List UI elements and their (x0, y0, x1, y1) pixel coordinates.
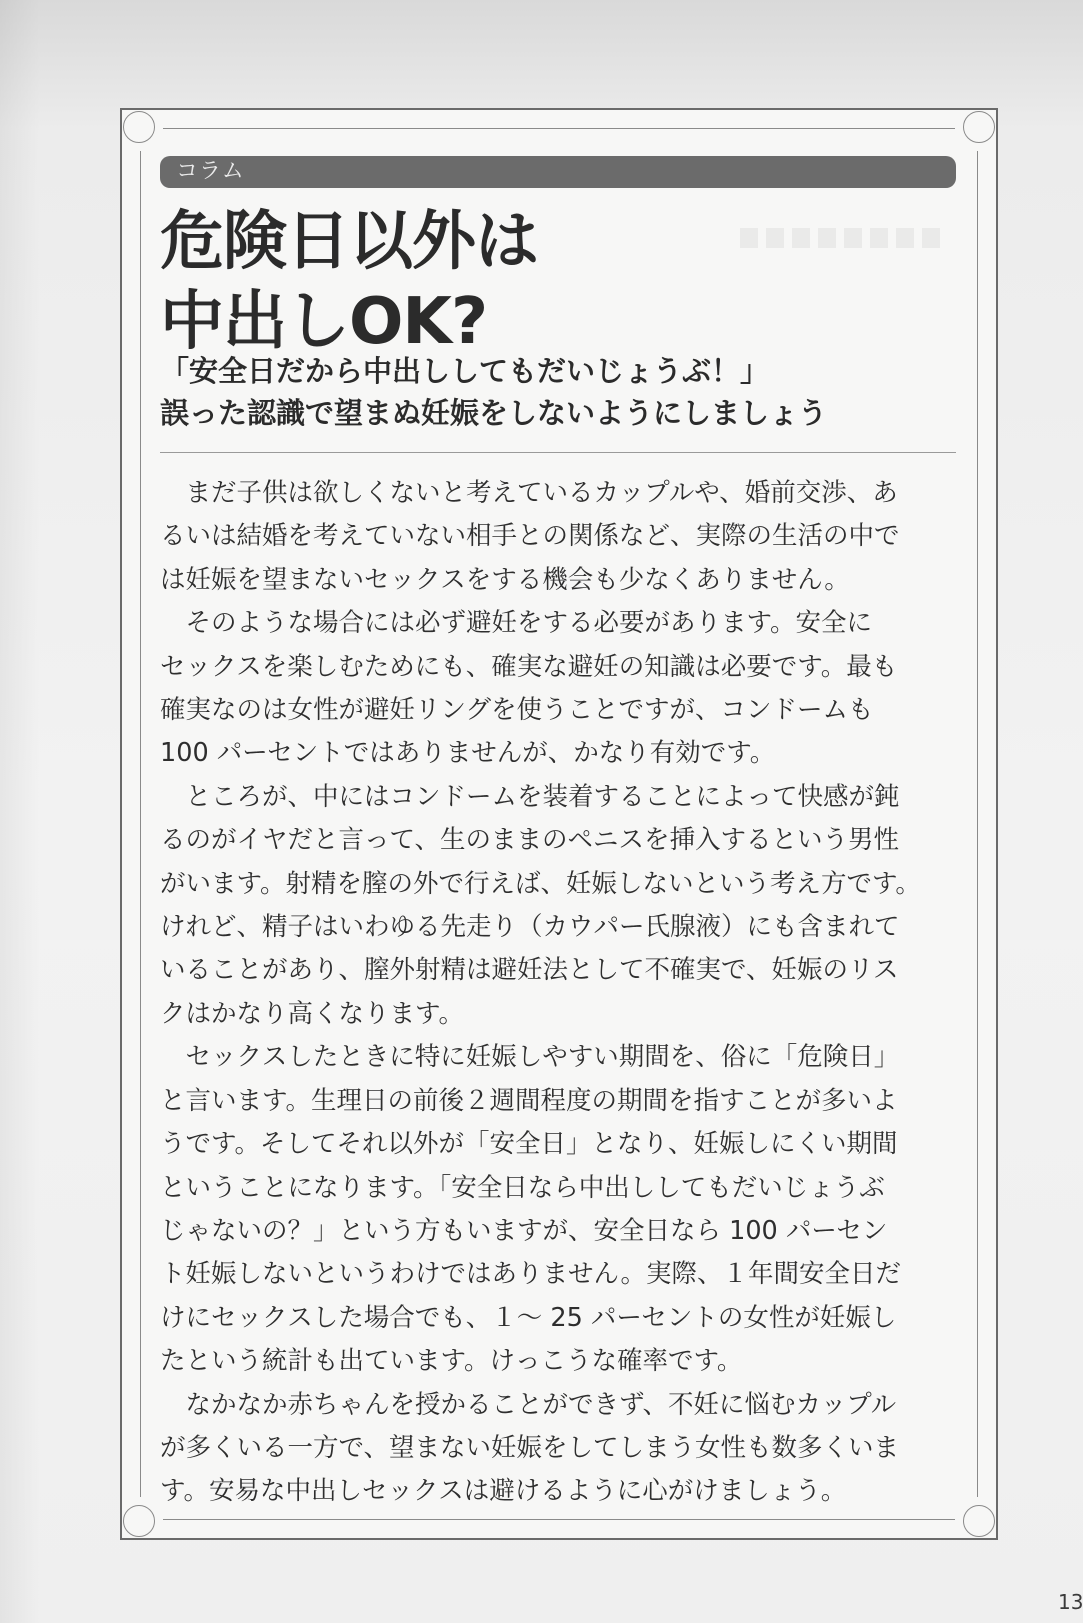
body-line: す。安易な中出しセックスは避けるように心がけましょう。 (160, 1476, 847, 1507)
frame-corner-ornament (139, 127, 163, 151)
page-gutter-shadow (0, 0, 40, 1623)
body-line: いることがあり、膣外射精は避妊法として不確実で、妊娠のリス (160, 955, 899, 986)
page-number: 13 (1058, 1590, 1083, 1614)
page-title (160, 202, 940, 362)
body-line: るのがイヤだと言って、生のままのペニスを挿入するという男性 (160, 825, 899, 856)
body-line: が多くいる一方で、望まない妊娠をしてしまう女性も数多くいま (160, 1432, 899, 1463)
body-text (160, 472, 972, 1514)
body-line: けにセックスした場合でも、１～ 25 パーセントの女性が妊娠し (160, 1302, 897, 1333)
body-line: たという統計も出ています。けっこうな確率です。 (160, 1346, 743, 1377)
body-line: 確実なのは女性が避妊リングを使うことですが、コンドームも (160, 695, 874, 726)
body-line: ところが、中にはコンドームを装着することによって快感が鈍 (160, 781, 900, 812)
subtitle-line-1: 「安全日だから中出ししてもだいじょうぶ！」 (160, 354, 770, 388)
divider (160, 452, 956, 453)
subtitle-line-2: 誤った認識で望まぬ妊娠をしないようにしましょう (160, 396, 828, 430)
body-line: うです。そしてそれ以外が「安全日」となり、妊娠しにくい期間 (160, 1129, 898, 1160)
body-line: まだ子供は欲しくないと考えているカップルや、婚前交渉、あ (160, 478, 898, 508)
body-line: るいは結婚を考えていない相手との関係など、実際の生活の中で (160, 521, 900, 552)
subtitle (160, 350, 960, 434)
body-line: じゃないの？」という方もいますが、安全日なら 100 パーセン (160, 1215, 888, 1246)
body-line: ト妊娠しないというわけではありません。実際、１年間安全日だ (160, 1259, 902, 1290)
body-line: がいます。射精を膣の外で行えば、妊娠しないという考え方です。 (160, 868, 921, 899)
body-line: ということになります。「安全日なら中出ししてもだいじょうぶ (160, 1172, 885, 1203)
body-line: は妊娠を望まないセックスをする機会も少なくありません。 (160, 564, 850, 595)
body-line: なかなか赤ちゃんを授かることができず、不妊に悩むカップル (160, 1389, 897, 1420)
body-line: 100 パーセントではありませんが、かなり有効です。 (160, 738, 776, 769)
frame-corner-ornament (955, 127, 979, 151)
body-line: けれど、精子はいわゆる先走り（カウパー氏腺液）にも含まれて (160, 912, 900, 943)
body-line: クはかなり高くなります。 (160, 998, 464, 1029)
body-line: セックスを楽しむためにも、確実な避妊の知識は必要です。最も (160, 651, 898, 682)
body-line: そのような場合には必ず避妊をする必要があります。安全に (160, 608, 872, 639)
column-label: コラム (160, 156, 956, 188)
body-line: セックスしたときに特に妊娠しやすい期間を、俗に「危険日」 (160, 1042, 900, 1073)
body-line: と言います。生理日の前後２週間程度の期間を指すことが多いよ (160, 1085, 898, 1116)
title-line-2: 中出しOK? (160, 285, 488, 359)
title-line-1: 危険日以外は (160, 205, 538, 279)
